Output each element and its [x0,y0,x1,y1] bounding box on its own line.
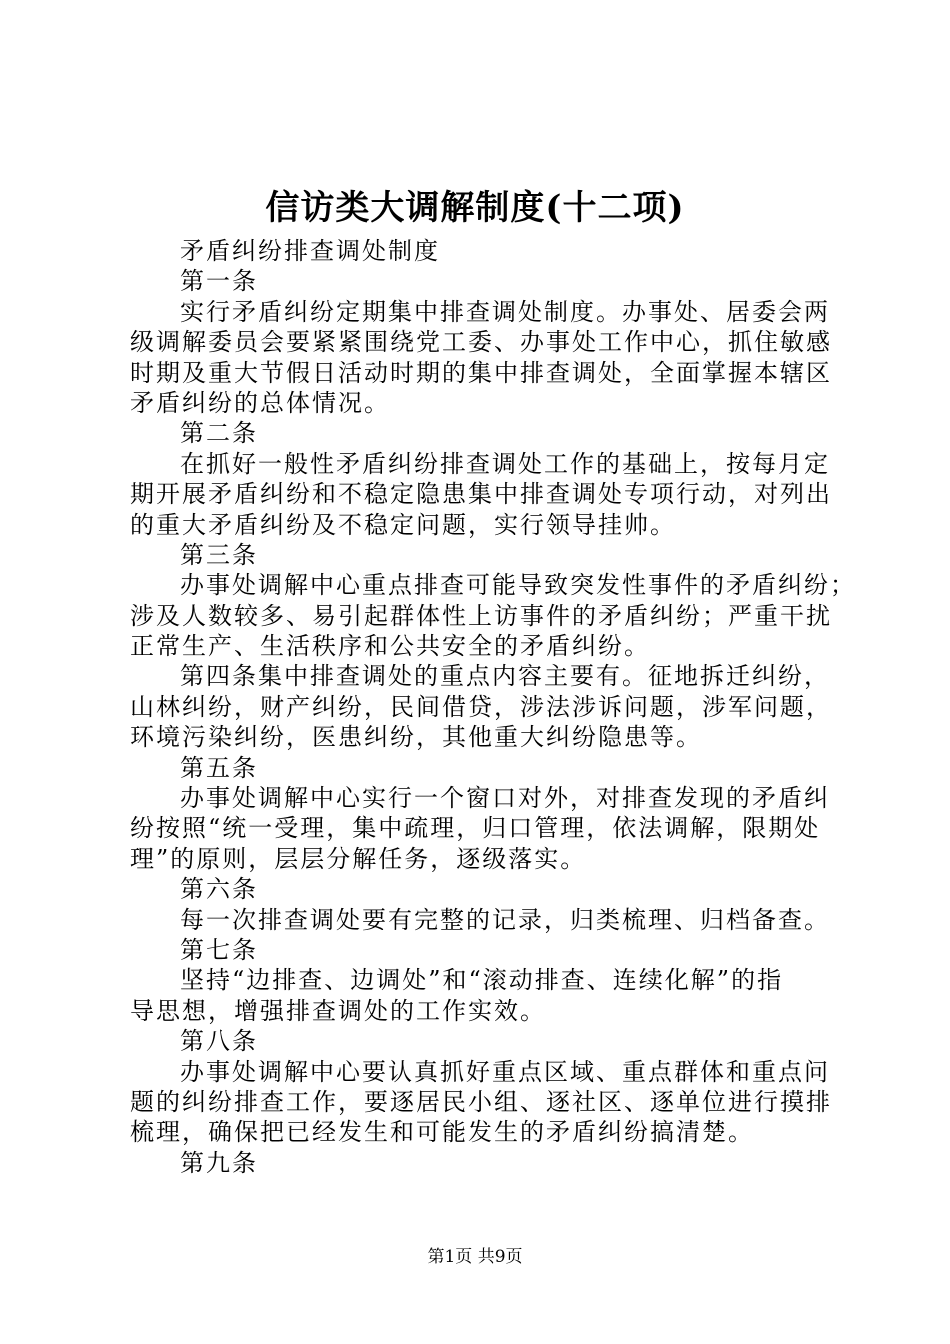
text-line: 正常生产、生活秩序和公共安全的矛盾纠纷。 [130,632,650,661]
text-line: 期开展矛盾纠纷和不稳定隐患集中排查调处专项行动，对列出 [130,480,832,509]
text-line: 实行矛盾纠纷定期集中排查调处制度。办事处、居委会两 [180,297,830,326]
document-body [130,236,856,1178]
text-line: 导思想，增强排查调处的工作实效。 [130,996,546,1025]
text-line: 第五条 [180,753,258,782]
text-line: 第四条集中排查调处的重点内容主要有。征地拆迁纠纷， [180,662,830,691]
text-line: 时期及重大节假日活动时期的集中排查调处，全面掌握本辖区 [130,358,832,387]
text-line: 坚持“边排查、边调处”和“滚动排查、连续化解”的指 [180,966,784,995]
text-line: 每一次排查调处要有完整的记录，归类梳理、归档备查。 [180,905,830,934]
text-line: 环境污染纠纷，医患纠纷，其他重大纠纷隐患等。 [130,723,702,752]
text-line: 矛盾纠纷排查调处制度 [180,237,440,265]
text-line: 第八条 [180,1027,258,1056]
text-line: 级调解委员会要紧紧围绕党工委、办事处工作中心，抓住敏感 [130,328,832,357]
document-title: 信访类大调解制度(十二项) [265,188,685,228]
text-line: 办事处调解中心实行一个窗口对外，对排查发现的矛盾纠 [180,784,830,813]
text-line: 第七条 [180,935,258,964]
text-line: 第二条 [180,419,258,448]
text-line: 第六条 [180,875,258,904]
text-line: 纷按照“统一受理，集中疏理，归口管理，依法调解，限期处 [130,814,821,843]
text-line: 矛盾纠纷的总体情况。 [130,388,390,417]
text-line: 梳理，确保把已经发生和可能发生的矛盾纠纷搞清楚。 [130,1118,754,1147]
text-line: 第三条 [180,540,258,569]
text-line: 在抓好一般性矛盾纠纷排查调处工作的基础上，按每月定 [180,449,830,478]
text-line: 题的纠纷排查工作，要逐居民小组、逐社区、逐单位进行摸排 [130,1087,832,1116]
page-footer: 第1页 共9页 [427,1247,523,1267]
text-line: 办事处调解中心要认真抓好重点区域、重点群体和重点问 [180,1057,830,1086]
text-line: 理”的原则，层层分解任务，逐级落实。 [130,844,587,873]
text-line: 第一条 [180,267,258,296]
text-line: 办事处调解中心重点排查可能导致突发性事件的矛盾纠纷； [180,571,856,600]
text-line: 山林纠纷，财产纠纷，民间借贷，涉法涉诉问题，涉军问题， [130,692,832,721]
text-line: 涉及人数较多、易引起群体性上访事件的矛盾纠纷；严重干扰 [130,601,832,630]
text-line: 第九条 [180,1148,258,1177]
text-line: 的重大矛盾纠纷及不稳定问题，实行领导挂帅。 [130,510,676,539]
